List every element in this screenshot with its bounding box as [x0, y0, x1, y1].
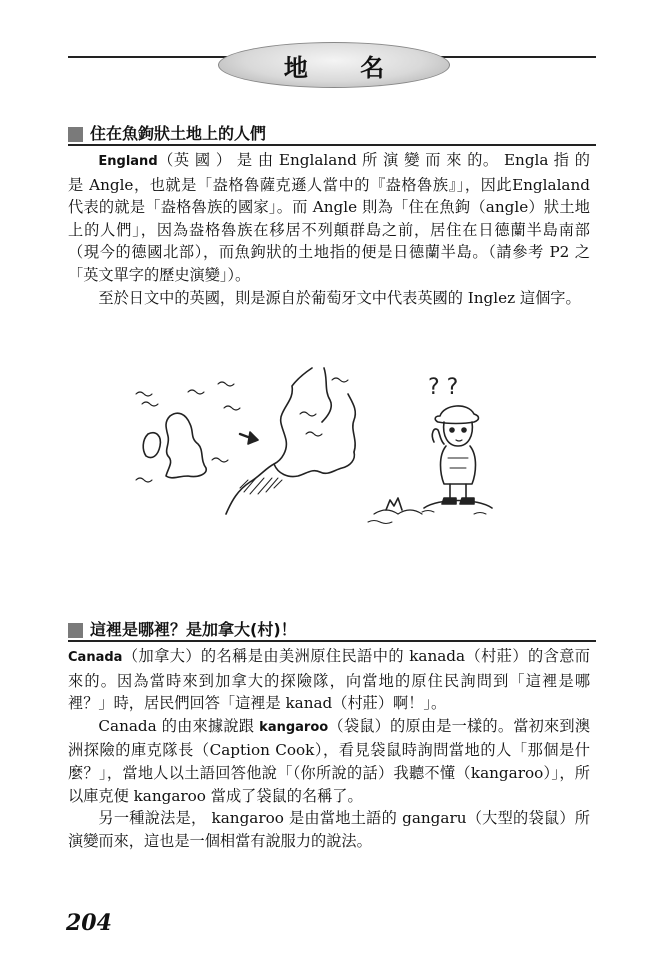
- section-body-england: [68, 149, 590, 309]
- section-body-canada: [68, 645, 590, 852]
- keyword: kangaroo: [259, 719, 329, 735]
- section-title: 這裡是哪裡？是加拿大(村)！: [90, 620, 297, 639]
- section-heading-canada: [68, 620, 596, 642]
- question-marks: ? ?: [428, 375, 459, 400]
- paragraph-text: （英 國 ） 是 由 Englaland 所 演 變 而 來 的。 Engla 指 的是 Angle，也就是「盎格魯薩克遜人當中的『盎格魯族』」，因此Englaland 代表的就是「盎格魯族的國家」。而 Angle 則為「住在魚鉤（angle）狀土地上的人們」，因為盎格魯族在移居不列顛群島之前，居住在日德蘭半島南部（現今的德國北部），而魚鉤狀的土地指的便是日德蘭半島。（請參考 P2 之「英文單字的歷史演變」）。: [68, 151, 590, 284]
- confused-character: [422, 375, 492, 514]
- paragraph-text: （加拿大）的名稱是由美洲原住民語中的 kanada（村莊）的含意而來的。因為當時來到加拿大的探險隊，向當地的原住民詢問到「這裡是哪裡？」時，居民們回答「這裡是 kanad（村莊）啊！」。: [68, 647, 590, 713]
- paragraph: [68, 715, 590, 807]
- paragraph: 至於日文中的英國，則是源自於葡萄牙文中代表英國的 Inglez 這個字。: [98, 288, 581, 307]
- chapter-title-badge: [218, 42, 450, 88]
- paragraph: [68, 149, 590, 287]
- bullet-square-icon: [68, 623, 83, 638]
- paragraph: 另一種說法是， kangaroo 是由當地土語的 gangaru（大型的袋鼠）所演變而來，這也是一個相當有說服力的說法。: [68, 809, 590, 850]
- paragraph-text: （袋鼠）的原由是一樣的。當初來到澳洲探險的庫克隊長（Caption Cook），看見袋鼠時詢問當地的人「那個是什麼？」，當地人以土語回答他說「（你所說的話）我聽不懂（kangaroo）」，所以庫克便 kangaroo 當成了袋鼠的名稱了。: [68, 716, 591, 805]
- bullet-square-icon: [68, 127, 83, 142]
- page-number: 204: [66, 910, 112, 936]
- paragraph: [68, 645, 590, 715]
- section-title: 住在魚鉤狀土地上的人們: [90, 124, 267, 143]
- keyword: England: [98, 154, 158, 169]
- floating-boat-sketch: [368, 498, 422, 524]
- section-heading-england: [68, 124, 596, 146]
- keyword: Canada: [68, 650, 123, 665]
- map-sketch: [136, 368, 355, 514]
- illustration: [128, 364, 500, 532]
- chapter-title: 地 名: [283, 53, 407, 82]
- paragraph-text: Canada 的由來據說跟: [98, 716, 260, 735]
